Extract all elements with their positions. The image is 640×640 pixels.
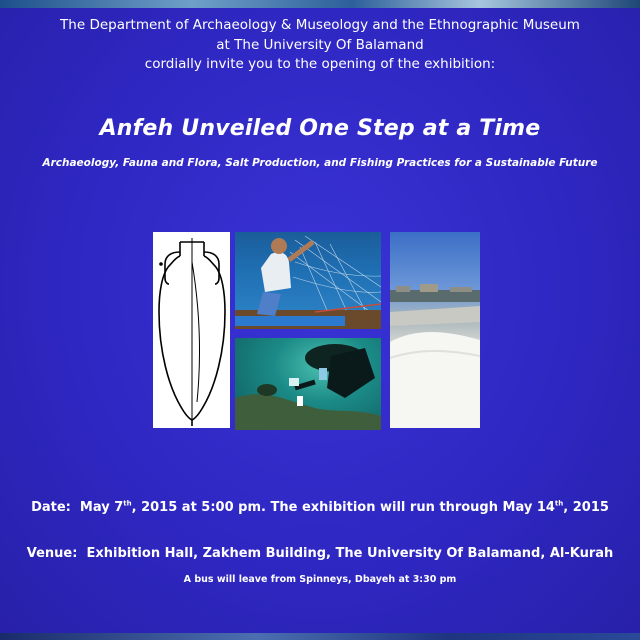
- venue-text: Exhibition Hall, Zakhem Building, The University Of Balamand, Al-Kurah: [86, 546, 614, 561]
- bus-note: A bus will leave from Spinneys, Dbayeh at 3:30 pm: [183, 574, 457, 585]
- top-photo-strip: [0, 0, 640, 8]
- diver-illustration: [235, 338, 381, 430]
- salt-pans-illustration: [390, 232, 480, 428]
- fisherman-photo: [235, 232, 381, 329]
- invitation-line-3: cordially invite you to the opening of the exhibition:: [144, 56, 496, 72]
- invitation-line-2: at The University Of Balamand: [216, 36, 424, 53]
- amphora-icon: [153, 232, 230, 428]
- exhibition-subtitle: Archaeology, Fauna and Flora, Salt Production, and Fishing Practices for a Sustainable Future: [42, 157, 598, 169]
- venue-label: Venue:: [26, 546, 78, 561]
- opening-time-and-run: , 2015 at 5:00 pm. The exhibition will run through May 14: [131, 500, 555, 515]
- event-venue: [0, 546, 640, 561]
- opening-date-suffix: th: [123, 499, 132, 508]
- amphora-drawing-image: [153, 232, 230, 428]
- exhibition-title: Anfeh Unveiled One Step at a Time: [99, 116, 541, 141]
- opening-date: May 7: [79, 500, 124, 515]
- invitation-line-1: The Department of Archaeology & Museology and the Ethnographic Museum: [60, 17, 580, 33]
- fisherman-illustration: [235, 232, 381, 329]
- invitation-text: [0, 16, 640, 75]
- closing-year: , 2015: [563, 500, 609, 515]
- diver-underwater-photo: [235, 338, 381, 430]
- closing-date-suffix: th: [554, 499, 564, 508]
- bottom-photo-strip: [0, 633, 640, 640]
- salt-production-photo: [390, 232, 480, 428]
- event-date: [0, 500, 640, 515]
- date-label: Date:: [31, 500, 71, 515]
